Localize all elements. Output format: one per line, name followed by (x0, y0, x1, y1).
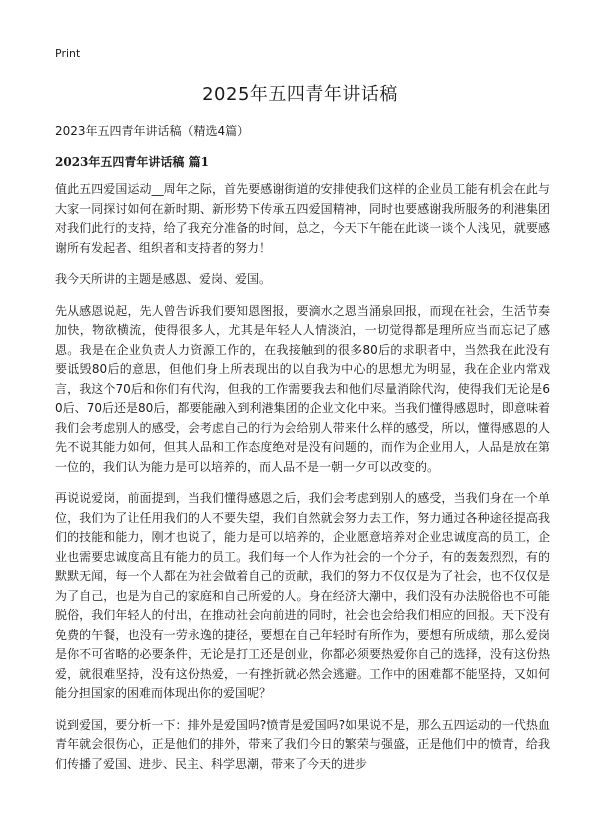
paragraph-job-dedication: 再说说爱岗，前面提到，当我们懂得感恩之后，我们会考虑到别人的感受，当我们身在一个单位，我们为了让任用我们的人不要失望，我们自然就会努力去工作，努力通过各种途径提高我们的技能和能力，刚才也说了，能力是可以培养的，企业愿意培养对企业忠诚度高的员工，企业也需要忠诚度高且有能力的员工。我们每一个人作为社会的一个分子，有的轰轰烈烈，有的默默无闻，每一个人都在为社会做着自己的贡献，我们的努力不仅仅是为了社会，也不仅仅是为了自己，也是为自己的家庭和自己所爱的人。身在经济大潮中，我们没有办法脱俗也不可能脱俗，我们年轻人的付出，在推动社会向前进的同时，社会也会给我们相应的回报。天下没有免费的午餐，也没有一劳永逸的捷径，要想在自己年轻时有所作为，要想有所成绩，那么爱岗是你不可省略的必要条件，无论是打工还是创业，你都必须要热爱你自己的选择，没有这份热爱，就很难坚持，没有这份热爱，一有挫折就必然会逃避。工作中的困难都不能坚持，又如何能分担国家的困难而体现出你的爱国呢？ (55, 491, 550, 700)
print-link[interactable]: Print (55, 47, 81, 60)
article-body (55, 180, 550, 786)
paragraph-theme: 我今天所讲的主题是感恩、爱岗、爱国。 (55, 272, 272, 286)
paragraph-gratitude: 先从感恩说起，先人曾告诉我们要知恩图报，要滴水之恩当涌泉回报，而现在社会，生活节奏加快，物欲横流，使得很多人，尤其是年轻人人情淡泊，一切觉得都是理所应当而忘记了感恩。我是在企业负责人力资源工作的，在我接触到的很多80后的求职者中，当然我在此没有要诋毁80后的意思，但他们身上所表现出的以自我为中心的思想尤为明显，我在企业内常戏言，我这个70后和你们有代沟，但我的工作需要我去和他们尽量消除代沟，使得我们无论是60后、70后还是80后，都要能融入到利港集团的企业文化中来。当我们懂得感恩时，即意味着我们会考虑别人的感受，会考虑自己的行为会给别人带来什么样的感受，所以，懂得感恩的人先不说其能力如何，但其人品和工作态度绝对是没有问题的，而作为企业用人，人品是放在第一位的，我们认为能力是可以培养的，而人品不是一朝一夕可以改变的。 (55, 303, 550, 474)
section-heading: 2023年五四青年讲话稿 篇1 (55, 155, 209, 169)
document-subtitle: 2023年五四青年讲话稿（精选4篇） (55, 124, 250, 138)
paragraph-intro: 值此五四爱国运动__周年之际，首先要感谢街道的安排使我们这样的企业员工能有机会在此与大家一同探讨如何在新时期、新形势下传承五四爱国精神，同时也要感谢我所服务的利港集团对我们此行的支持，给了我充分准备的时间，总之，今天下午能在此谈一谈个人浅见，就要感谢所有发起者、组织者和支持者的努力！ (55, 182, 550, 255)
paragraph-patriotism: 说到爱国，要分析一下：排外是爱国吗?愤青是爱国吗?如果说不是，那么五四运动的一代热血青年就会很伤心，正是他们的排外，带来了我们今日的繁荣与强盛，正是他们中的愤青，给我们传播了爱国、进步、民主、科学思潮，带来了今天的进步 (55, 717, 550, 771)
document-title: 2025年五四青年讲话稿 (202, 84, 398, 105)
